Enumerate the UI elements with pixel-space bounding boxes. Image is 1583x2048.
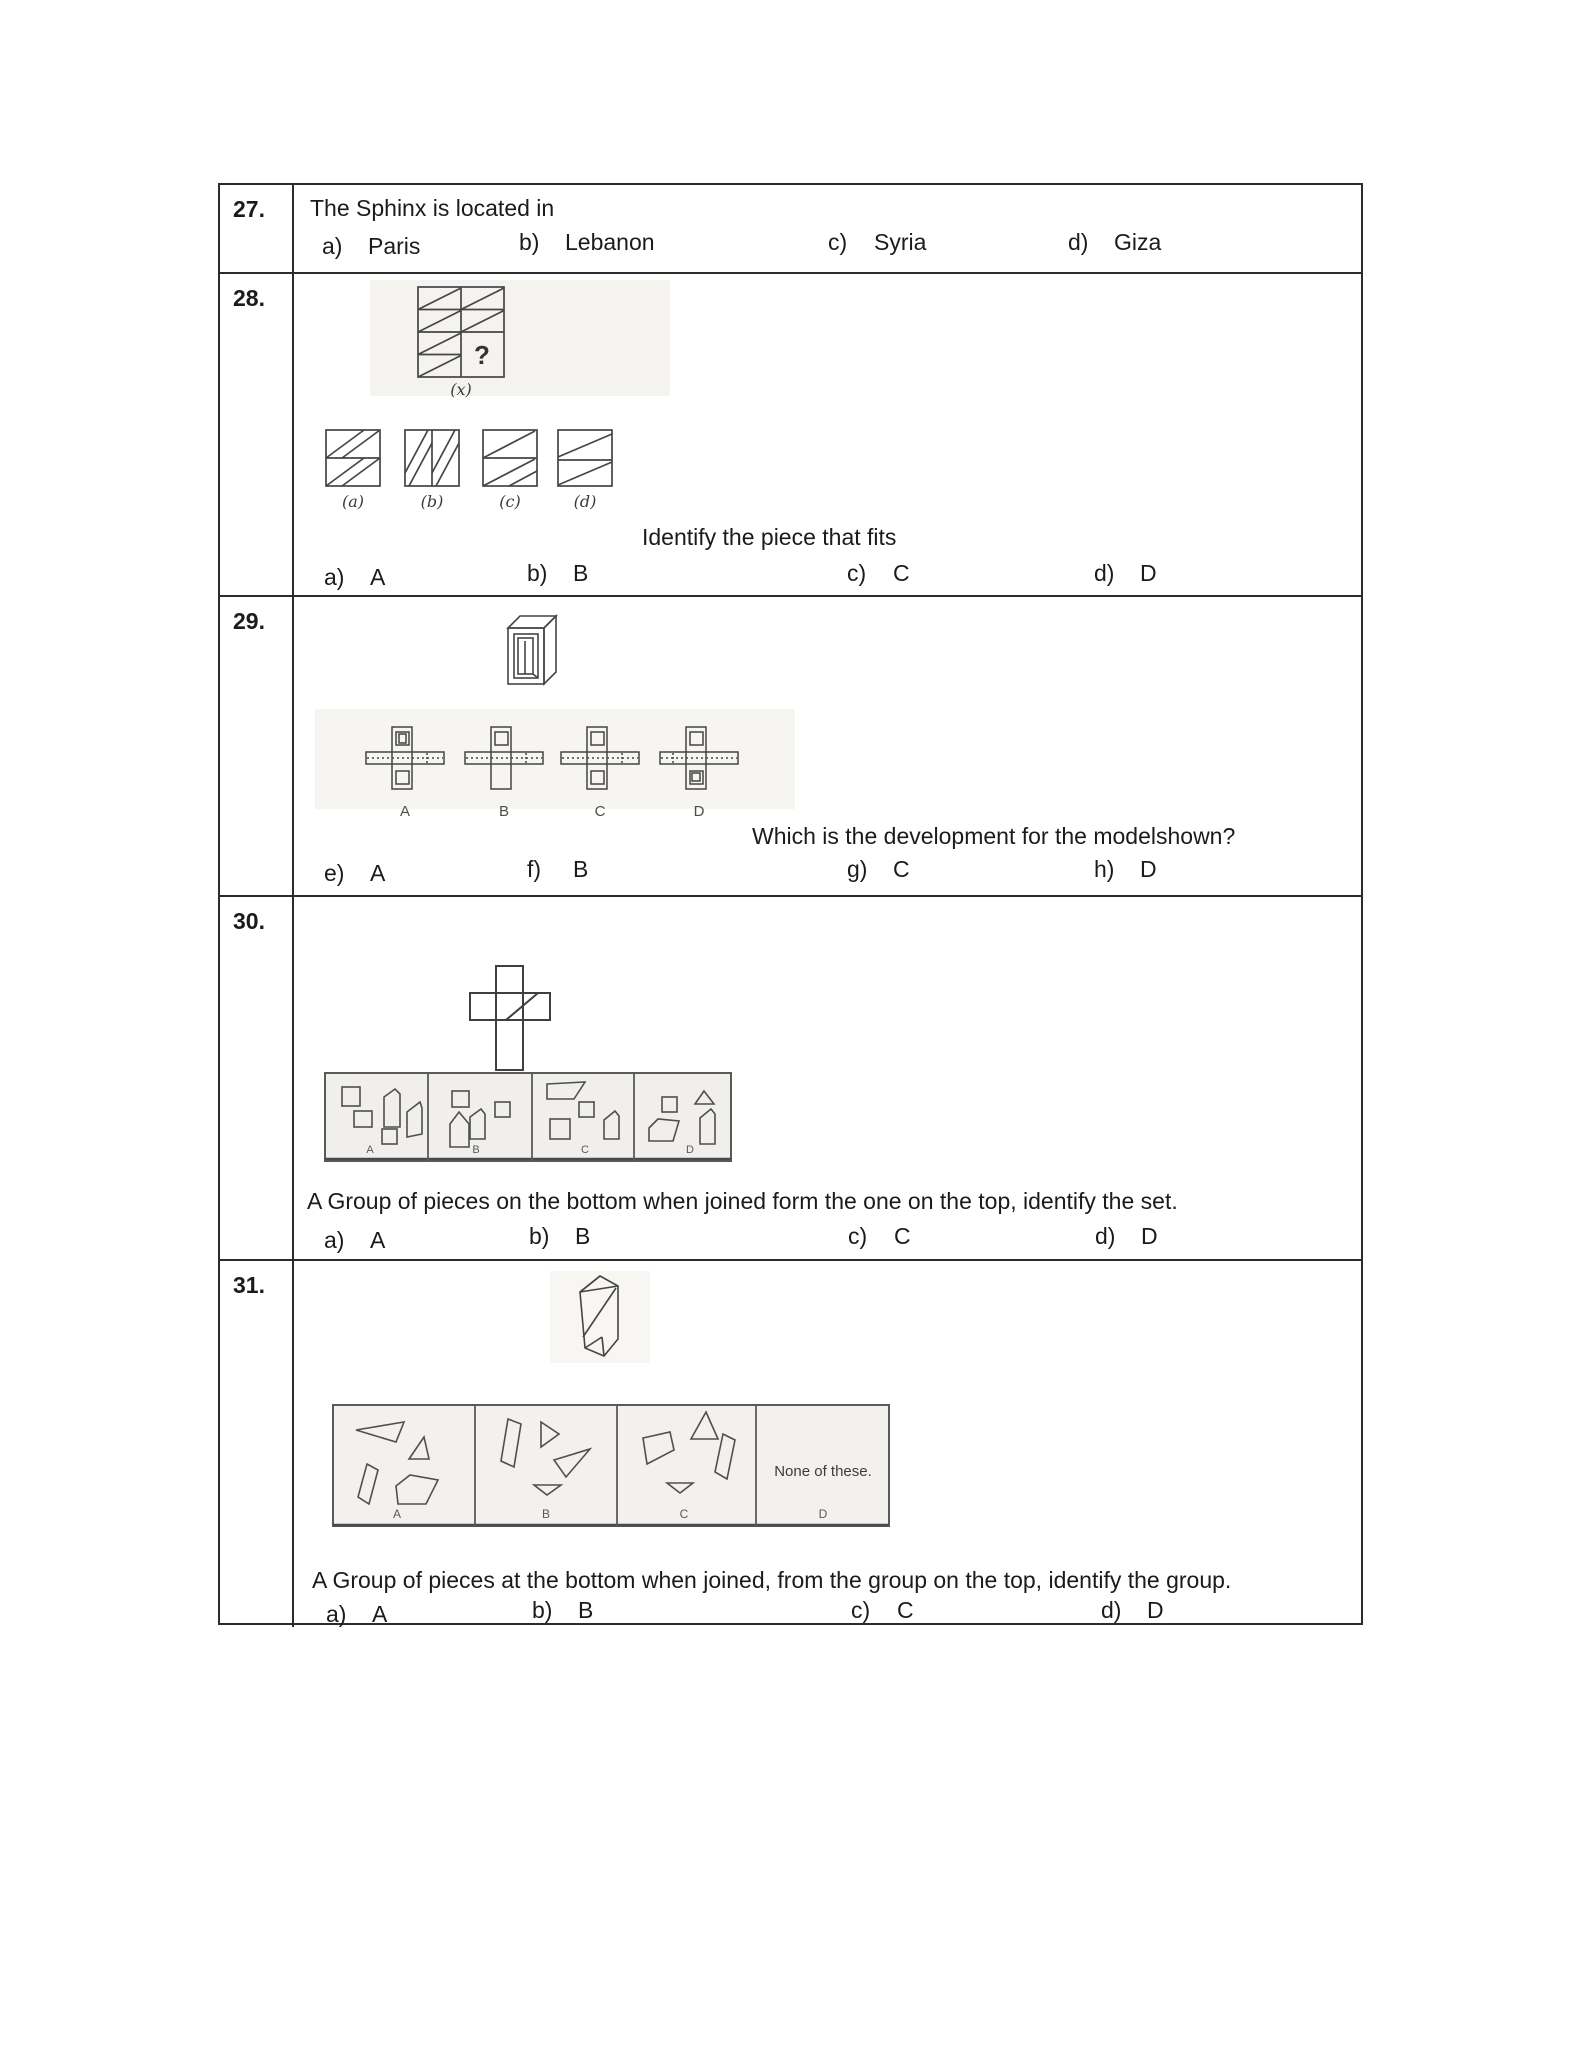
group-c-label: C [679, 1507, 689, 1521]
number-cell [220, 897, 294, 1259]
net-figure-a [365, 726, 445, 790]
option-label: Paris [368, 233, 421, 259]
option-label: A [370, 860, 386, 886]
option-letter: c) [848, 1223, 868, 1249]
option-letter: d) [1101, 1597, 1122, 1623]
choice-a-label: (a) [341, 492, 365, 511]
option-label: D [1147, 1597, 1164, 1623]
pieces-strip-figure [332, 1404, 890, 1527]
group-a-label: A [392, 1507, 402, 1521]
option-a [324, 1227, 385, 1254]
net-c-label: C [594, 803, 606, 820]
option-label: Lebanon [565, 229, 655, 255]
choice-figure-d [557, 429, 613, 487]
option-letter: e) [324, 860, 345, 886]
option-label: C [893, 856, 910, 882]
option-letter: b) [527, 560, 548, 586]
option-letter: c) [847, 560, 867, 586]
set-c-label: C [581, 1144, 589, 1156]
option-c [847, 560, 910, 587]
option-c [851, 1597, 914, 1624]
option-c [848, 1223, 911, 1250]
option-c [828, 229, 926, 256]
number-cell [220, 274, 294, 595]
group-b-label: B [541, 1507, 551, 1521]
option-letter: h) [1094, 856, 1115, 882]
net-figure-d [659, 726, 739, 790]
option-b [519, 229, 655, 256]
option-b [532, 1597, 593, 1624]
option-d [1095, 1223, 1158, 1250]
net-b-label: B [498, 803, 509, 820]
option-letter: d) [1094, 560, 1115, 586]
option-label: C [897, 1597, 914, 1623]
question-table [218, 183, 1363, 1625]
option-letter: a) [326, 1601, 347, 1627]
option-label: D [1140, 856, 1157, 882]
number-cell [220, 185, 294, 272]
question-prompt: A Group of pieces at the bottom when joined, from the group on the top, identify the group. [312, 1567, 1232, 1593]
option-h [1094, 856, 1157, 883]
choice-b-label: (b) [420, 492, 444, 511]
question-row-29 [220, 595, 1361, 895]
option-a [326, 1601, 387, 1628]
option-g [847, 856, 910, 883]
option-letter: d) [1068, 229, 1089, 255]
option-label: Giza [1114, 229, 1162, 255]
option-d [1101, 1597, 1164, 1624]
question-prompt: Identify the piece that fits [642, 524, 897, 550]
option-label: D [1140, 560, 1157, 586]
option-label: B [573, 856, 589, 882]
none-of-these-text: None of these. [774, 1463, 872, 1480]
question-row-30 [220, 895, 1361, 1259]
option-letter: c) [851, 1597, 871, 1623]
net-a-label: A [399, 803, 410, 820]
question-row-31 [220, 1259, 1361, 1627]
question-number: 30. [233, 908, 265, 934]
cross-target-figure [469, 965, 551, 1071]
option-letter: a) [324, 564, 345, 590]
set-a-label: A [366, 1144, 374, 1156]
option-letter: b) [529, 1223, 550, 1249]
net-figure-c [560, 726, 640, 790]
option-f [527, 856, 588, 883]
option-label: C [893, 560, 910, 586]
group-d-label: D [818, 1507, 828, 1521]
option-label: A [370, 564, 386, 590]
option-label: Syria [874, 229, 927, 255]
option-a [322, 233, 420, 260]
option-label: A [372, 1601, 388, 1627]
number-cell [220, 597, 294, 895]
question-prompt: A Group of pieces on the bottom when joined form the one on the top, identify the set. [307, 1188, 1178, 1214]
net-d-label: D [693, 803, 705, 820]
figure-x-label: (x) [450, 380, 472, 399]
option-letter: g) [847, 856, 868, 882]
choice-c-label: (c) [499, 492, 521, 511]
choice-figure-a [325, 429, 381, 487]
option-label: B [573, 560, 589, 586]
option-d [1068, 229, 1161, 256]
option-letter: a) [324, 1227, 345, 1253]
option-label: A [370, 1227, 386, 1253]
question-mark: ? [474, 340, 490, 370]
option-label: B [575, 1223, 591, 1249]
option-label: D [1141, 1223, 1158, 1249]
option-d [1094, 560, 1157, 587]
question-number: 29. [233, 608, 265, 634]
number-cell [220, 1261, 294, 1627]
option-e [324, 860, 385, 887]
option-letter: b) [519, 229, 540, 255]
hollow-box-model-figure [507, 615, 559, 685]
question-number: 28. [233, 285, 265, 311]
pieces-strip-figure [324, 1072, 732, 1162]
question-prompt: Which is the development for the modelshown? [752, 823, 1236, 849]
option-letter: a) [322, 233, 343, 259]
set-b-label: B [472, 1144, 480, 1156]
option-b [527, 560, 588, 587]
scan-shade [370, 280, 670, 396]
option-label: C [894, 1223, 911, 1249]
question-row-28 [220, 272, 1361, 595]
option-b [529, 1223, 590, 1250]
prism-model-figure [576, 1275, 622, 1357]
question-text: The Sphinx is located in [310, 195, 555, 221]
option-letter: c) [828, 229, 848, 255]
net-figure-b [464, 726, 544, 790]
choice-figure-c [482, 429, 538, 487]
option-label: B [578, 1597, 594, 1623]
question-number: 27. [233, 196, 265, 222]
pattern-grid-figure [417, 286, 505, 378]
set-d-label: D [686, 1144, 694, 1156]
option-letter: f) [527, 856, 542, 882]
choice-d-label: (d) [573, 492, 597, 511]
choice-figure-b [404, 429, 460, 487]
option-letter: b) [532, 1597, 553, 1623]
option-letter: d) [1095, 1223, 1116, 1249]
option-a [324, 564, 385, 591]
question-number: 31. [233, 1272, 265, 1298]
question-row-27 [220, 185, 1361, 272]
